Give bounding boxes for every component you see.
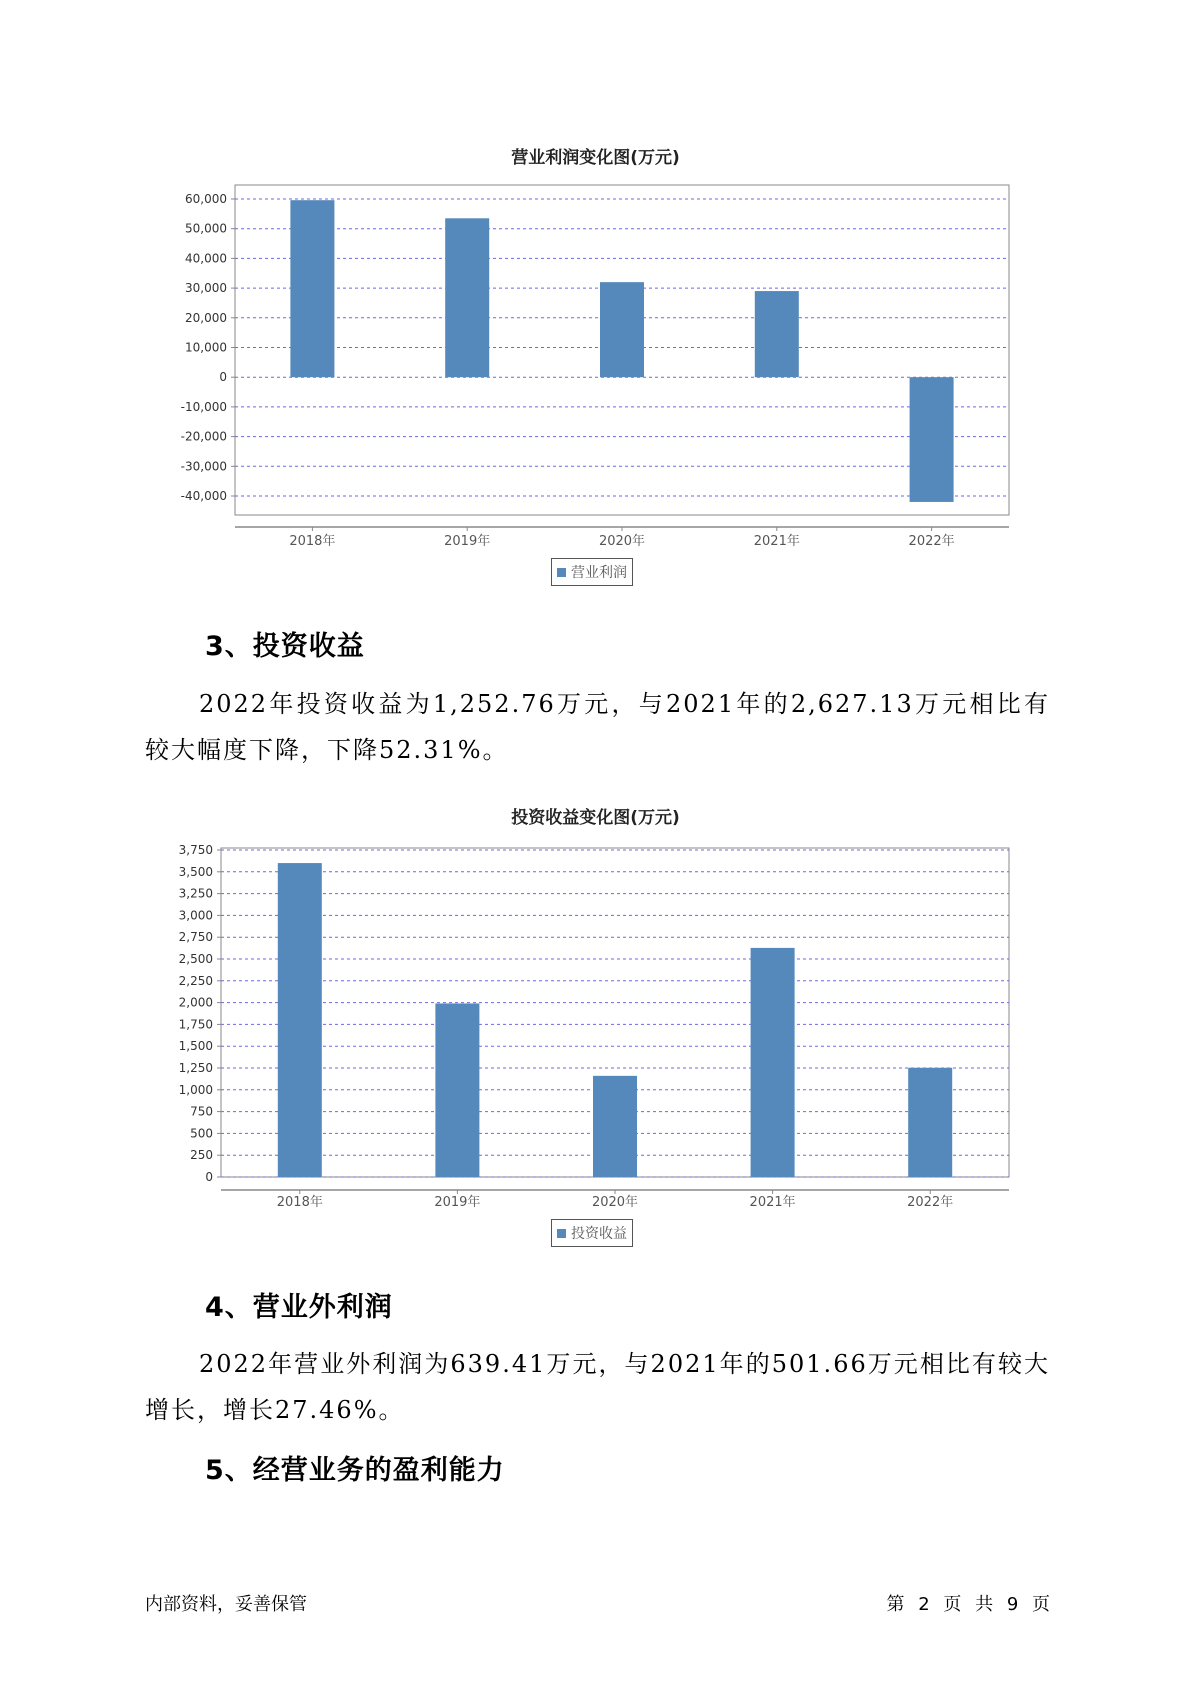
y-tick-label: 20,000 [185,310,227,325]
x-tick-label: 2019年 [434,1195,481,1210]
footer-page-number: 第 2 页 共 9 页 [886,1594,1050,1615]
section-paragraph-non-operating-profit: 2022年营业外利润为639.41万元，与2021年的501.66万元相比有较大增长，增长27.46%。 [145,1350,1050,1424]
y-tick-label: 30,000 [185,281,227,296]
y-tick-label: 3,750 [178,843,213,857]
y-tick-label: 1,500 [178,1039,213,1054]
y-tick-label: 2,750 [178,930,213,945]
y-tick-label: -30,000 [180,459,227,474]
y-tick-label: -10,000 [180,399,227,414]
chart-title-investment-income: 投资收益变化图(万元) [511,808,680,828]
section-heading-investment-income: 3、投资收益 [205,631,365,662]
y-tick-label: 2,250 [178,973,213,988]
bar [435,1003,479,1177]
legend-label: 营业利润 [571,565,627,581]
x-tick-label: 2021年 [753,534,800,549]
footer-confidential-note: 内部资料，妥善保管 [145,1594,307,1615]
x-tick-label: 2020年 [598,534,646,549]
y-tick-label: -40,000 [180,489,227,503]
section-heading-operating-profitability: 5、经营业务的盈利能力 [205,1455,505,1486]
chart-legend-investment-income [551,1219,633,1247]
bar [908,1068,952,1177]
legend-swatch [557,1229,566,1238]
section-paragraph-investment-income: 2022年投资收益为1,252.76万元，与2021年的2,627.13万元相比有较大幅度下降，下降52.31%。 [145,690,1050,764]
x-tick-label: 2021年 [749,1195,796,1210]
x-tick-label: 2019年 [444,534,491,549]
x-tick-label: 2018年 [289,534,336,549]
y-tick-label: 500 [190,1126,213,1141]
chart-title-operating-profit: 营业利润变化图(万元) [511,148,680,168]
y-tick-label: 1,750 [178,1017,213,1032]
y-tick-label: -20,000 [180,429,227,444]
y-tick-label: 2,000 [178,995,213,1010]
y-tick-label: 50,000 [185,221,227,236]
x-tick-label: 2022年 [908,534,955,549]
y-tick-label: 3,250 [178,886,213,901]
y-tick-label: 3,500 [178,864,213,879]
y-tick-label: 0 [219,370,227,385]
bar [593,1076,637,1177]
y-tick-label: 10,000 [185,340,227,355]
y-tick-label: 1,250 [178,1061,213,1075]
y-tick-label: 60,000 [185,192,227,206]
y-tick-label: 0 [205,1170,213,1184]
x-tick-label: 2020年 [591,1195,639,1210]
y-tick-label: 3,000 [178,908,213,923]
y-tick-label: 1,000 [178,1082,213,1097]
bar [278,863,322,1177]
x-tick-label: 2018年 [276,1195,323,1210]
y-tick-label: 750 [190,1104,213,1119]
y-tick-label: 2,500 [178,952,213,966]
legend-label: 投资收益 [571,1226,627,1242]
y-tick-label: 250 [190,1148,213,1163]
section-heading-non-operating-profit: 4、营业外利润 [205,1292,393,1323]
bar [751,948,795,1177]
y-tick-label: 40,000 [185,251,227,266]
x-tick-label: 2022年 [907,1195,954,1210]
